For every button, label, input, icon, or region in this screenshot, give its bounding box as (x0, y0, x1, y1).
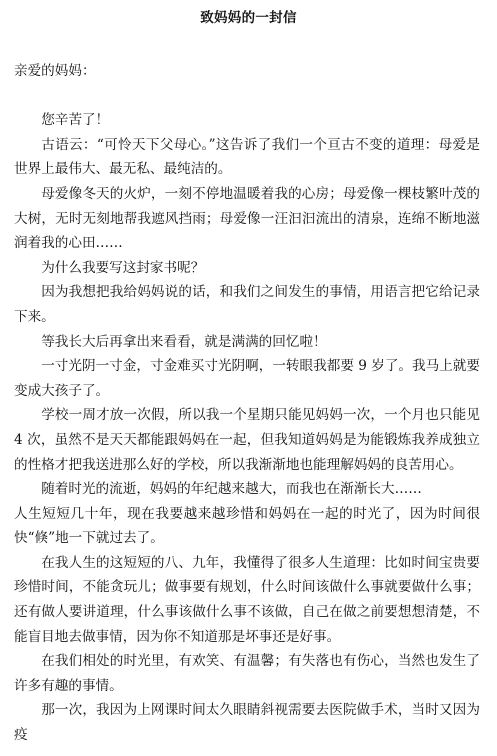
salutation: 亲爱的妈妈： (14, 63, 96, 79)
paragraph: 母爱像冬天的火炉，一刻不停地温暖着我的心房；母爱像一棵枝繁叶茂的大树，无时无刻地帮我遮风挡雨；母爱像一汪汩汩流出的清泉，连绵不断地滋润着我的心田…… (14, 185, 480, 252)
document-title: 致妈妈的一封信 (200, 10, 297, 26)
paragraph: 在我人生的这短短的八、九年，我懂得了很多人生道理：比如时间宝贵要珍惜时间，不能贪玩儿；做事要有规划，什么时间该做什么事就要做什么事；还有做人要讲道理，什么事该做什么事不该做，自己在做之前要想想清楚，不能盲目地去做事情，因为你不知道那是坏事还是好事。 (14, 554, 480, 645)
paragraph: 人生短短几十年，现在我要越来越珍惜和妈妈在一起的时光了，因为时间很快“倏”地一下就过去了。 (14, 505, 480, 547)
paragraph: 随着时光的流逝，妈妈的年纪越来越大，而我也在渐渐长大…… (41, 481, 422, 498)
paragraph: 等我长大后再拿出来看看，就是满满的回忆啦！ (41, 333, 327, 350)
paragraph: 因为我想把我给妈妈说的话，和我们之间发生的事情，用语言把它给记录下来。 (14, 284, 480, 325)
paragraph: 古语云：“可怜天下父母心。”这告诉了我们一个亘古不变的道理：母爱是世界上最伟大、最无私、最纯洁的。 (14, 136, 480, 178)
paragraph: 一寸光阴一寸金，寸金难买寸光阴啊，一转眼我都要 9 岁了。我马上就要变成大孩子了。 (14, 358, 480, 399)
paragraph: 您辛苦了！ (41, 112, 110, 129)
paragraph: 学校一周才放一次假，所以我一个星期只能见妈妈一次，一个月也只能见 4 次，虽然不是天天都能跟妈妈在一起，但我知道妈妈是为能锻炼我养成独立的性格才把我送进那么好的学校，所以我渐渐地也能理解妈妈的良苦用心。 (14, 407, 480, 473)
paragraph: 在我们相处的时光里，有欢笑、有温馨；有失落也有伤心，当然也发生了许多有趣的事情。 (14, 653, 480, 694)
letter-body (14, 59, 480, 748)
paragraph: 那一次，我因为上网课时间太久眼睛斜视需要去医院做手术，当时又因为疫 (14, 702, 480, 744)
paragraph: 为什么我要写这封家书呢？ (41, 259, 205, 276)
